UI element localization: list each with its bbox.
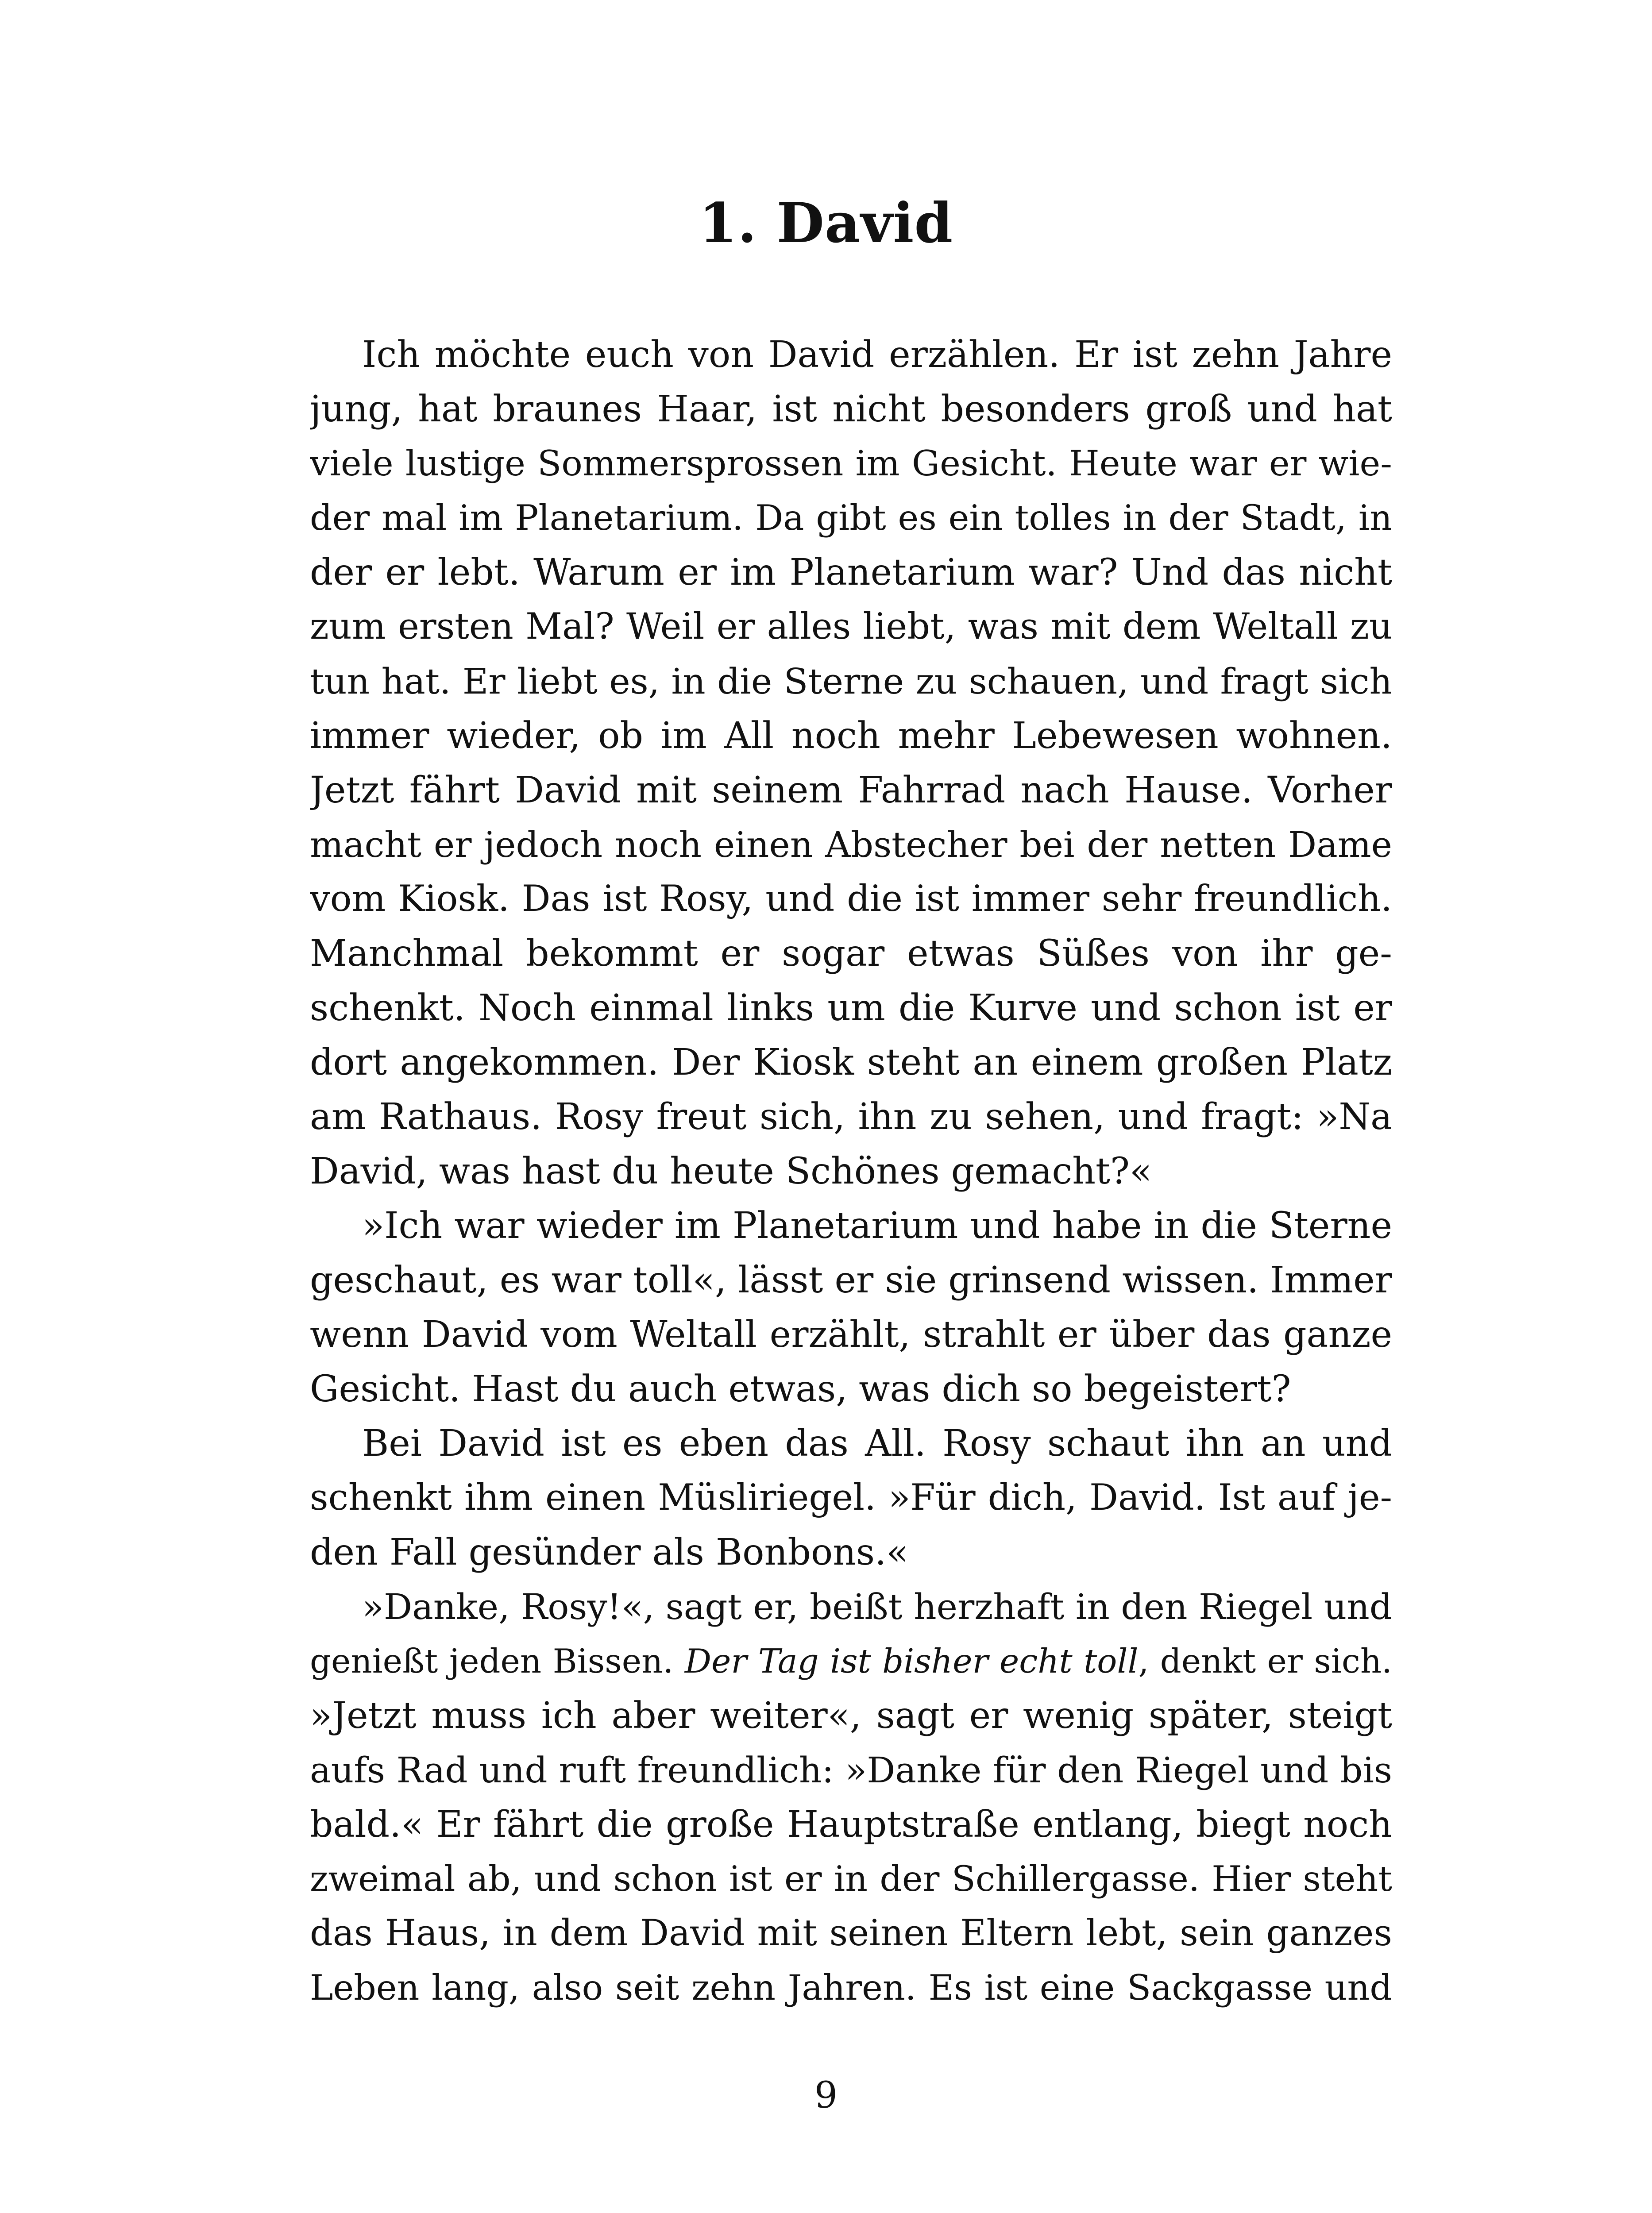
text-line: vom Kiosk. Das ist Rosy, und die ist immer sehr freundlich. bbox=[310, 878, 1392, 920]
text-line-mixed bbox=[310, 1634, 1392, 1689]
text-line: »Jetzt muss ich aber weiter«, sagt er wenig später, steigt bbox=[310, 1695, 1392, 1737]
chapter-body bbox=[310, 328, 1392, 2015]
text-line: geschaut, es war toll«, lässt er sie grinsend wissen. Immer bbox=[310, 1259, 1392, 1301]
text-line: aufs Rad und ruft freundlich: »Danke für den Riegel und bis bbox=[310, 1750, 1392, 1791]
text-line: »Danke, Rosy!«, sagt er, beißt herzhaft in den Riegel und bbox=[362, 1586, 1392, 1627]
chapter-title: 1. David bbox=[699, 191, 953, 255]
text-line: tun hat. Er liebt es, in die Sterne zu schauen, und fragt sich bbox=[310, 661, 1392, 702]
text-line: schenkt. Noch einmal links um die Kurve und schon ist er bbox=[310, 987, 1392, 1029]
text-line: das Haus, in dem David mit seinen Eltern lebt, sein ganzes bbox=[310, 1912, 1392, 1954]
text-line: bald.« Er fährt die große Hauptstraße entlang, biegt noch bbox=[310, 1804, 1392, 1846]
text-run: genießt jeden Bissen. bbox=[310, 1642, 685, 1681]
text-line: Bei David ist es eben das All. Rosy schaut ihn an und bbox=[362, 1423, 1392, 1465]
italic-thought: Der Tag ist bisher echt toll bbox=[684, 1642, 1139, 1681]
text-line: Ich möchte euch von David erzählen. Er ist zehn Jahre bbox=[362, 334, 1392, 376]
text-line: macht er jedoch noch einen Abstecher bei der netten Dame bbox=[310, 824, 1392, 865]
page-number: 9 bbox=[814, 2074, 838, 2117]
text-run: , denkt er sich. bbox=[1138, 1642, 1392, 1681]
text-line: der mal im Planetarium. Da gibt es ein tolles in der Stadt, in bbox=[310, 497, 1392, 538]
text-line: David, was hast du heute Schönes gemacht?« bbox=[310, 1150, 1152, 1192]
text-line: Leben lang, also seit zehn Jahren. Es ist eine Sackgasse und bbox=[310, 1967, 1392, 2008]
text-line: Gesicht. Hast du auch etwas, was dich so begeistert? bbox=[310, 1368, 1291, 1410]
text-line: immer wieder, ob im All noch mehr Lebewesen wohnen. bbox=[310, 715, 1392, 757]
text-line: Jetzt fährt David mit seinem Fahrrad nach Hause. Vorher bbox=[310, 769, 1392, 811]
text-line: der er lebt. Warum er im Planetarium war? Und das nicht bbox=[310, 551, 1392, 594]
text-line: dort angekommen. Der Kiosk steht an einem großen Platz bbox=[310, 1041, 1392, 1083]
text-line: zum ersten Mal? Weil er alles liebt, was mit dem Weltall zu bbox=[310, 606, 1392, 648]
text-line: am Rathaus. Rosy freut sich, ihn zu sehen, und fragt: »Na bbox=[310, 1096, 1392, 1138]
text-line: viele lustige Sommersprossen im Gesicht. Heute war er wie- bbox=[310, 443, 1392, 484]
text-line: Manchmal bekommt er sogar etwas Süßes von ihr ge- bbox=[310, 933, 1392, 975]
text-line: wenn David vom Weltall erzählt, strahlt er über das ganze bbox=[310, 1314, 1392, 1356]
text-line: jung, hat braunes Haar, ist nicht besonders groß und hat bbox=[310, 388, 1392, 430]
text-line: zweimal ab, und schon ist er in der Schillergasse. Hier steht bbox=[310, 1858, 1392, 1899]
text-line: den Fall gesünder als Bonbons.« bbox=[310, 1531, 909, 1573]
text-line: schenkt ihm einen Müsliriegel. »Für dich, David. Ist auf je- bbox=[310, 1477, 1392, 1519]
text-line: »Ich war wieder im Planetarium und habe in die Sterne bbox=[362, 1205, 1392, 1247]
